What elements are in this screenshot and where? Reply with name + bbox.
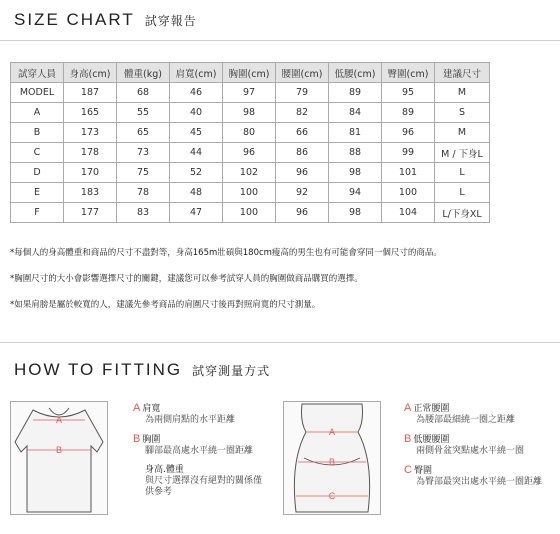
table-cell: 81	[329, 123, 382, 143]
col-header: 肩寬(cm)	[170, 63, 223, 83]
table-row	[11, 203, 490, 223]
table-cell: 95	[382, 83, 435, 103]
diagram-label-a: A	[328, 427, 336, 437]
table-cell: 73	[117, 143, 170, 163]
col-header: 腰圍(cm)	[276, 63, 329, 83]
legend-item: B 低腰腰圍 兩側骨盆突點處水平繞一圈	[404, 433, 525, 456]
table-cell: D	[11, 163, 64, 183]
table-cell: 89	[382, 103, 435, 123]
table-cell: 104	[382, 203, 435, 223]
diagram-label-b: B	[328, 457, 336, 467]
table-cell: 100	[223, 203, 276, 223]
col-header: 身高(cm)	[64, 63, 117, 83]
table-cell: 102	[223, 163, 276, 183]
table-cell: 96	[276, 203, 329, 223]
table-cell: 101	[382, 163, 435, 183]
table-cell: 98	[223, 103, 276, 123]
note: *每個人的身高體重和商品的尺寸不盡對等，身高165m壯碩與180cm瘦高的男生也有可能會穿同一個尺寸的商品。	[10, 248, 442, 258]
table-cell: 83	[117, 203, 170, 223]
legend-item: A 正常腰圍 為腰部最細繞一圈之距離	[404, 402, 516, 425]
table-cell: E	[11, 183, 64, 203]
table-cell: 66	[276, 123, 329, 143]
size-chart-title-zh: 試穿報告	[144, 14, 197, 28]
table-cell: 99	[382, 143, 435, 163]
table-cell: 40	[170, 103, 223, 123]
legend-item: B 胸圍 腳部最高處水平繞一圈距離	[133, 433, 254, 456]
table-row	[11, 163, 490, 183]
table-cell: 45	[170, 123, 223, 143]
table-cell: 165	[64, 103, 117, 123]
note: *如果肩膀是屬於較寬的人，建議先參考商品的肩圍尺寸後再對照肩寬的尺寸測量。	[10, 300, 321, 310]
table-cell: L	[435, 163, 490, 183]
upper-body-diagram	[10, 401, 108, 515]
lower-body-diagram	[283, 401, 381, 515]
col-header: 胸圍(cm)	[223, 63, 276, 83]
lower-legend	[404, 403, 556, 496]
divider	[0, 342, 560, 343]
table-cell: 46	[170, 83, 223, 103]
table-cell: 65	[117, 123, 170, 143]
table-row	[11, 143, 490, 163]
legend-item: C 臀圍 為臀部最突出處水平繞一圈距離	[404, 464, 543, 487]
table-cell: 94	[329, 183, 382, 203]
table-cell: C	[11, 143, 64, 163]
size-chart-title-en: SIZE CHART	[14, 10, 135, 29]
size-chart-title	[14, 10, 197, 30]
table-cell: MODEL	[11, 83, 64, 103]
note: *胸圍尺寸的大小會影響選擇尺寸的關鍵，建議您可以參考試穿人員的胸圍做商品購買的選擇。	[10, 274, 363, 284]
table-cell: 82	[276, 103, 329, 123]
size-table	[10, 62, 490, 223]
table-cell: 170	[64, 163, 117, 183]
table-cell: L	[435, 183, 490, 203]
col-header: 低腰(cm)	[329, 63, 382, 83]
table-cell: 44	[170, 143, 223, 163]
table-header-row	[11, 63, 490, 83]
table-cell: 100	[382, 183, 435, 203]
table-row	[11, 123, 490, 143]
table-cell: 78	[117, 183, 170, 203]
col-header: 試穿人員	[11, 63, 64, 83]
table-cell: 89	[329, 83, 382, 103]
table-cell: M	[435, 123, 490, 143]
col-header: 體重(kg)	[117, 63, 170, 83]
table-cell: 178	[64, 143, 117, 163]
table-cell: 88	[329, 143, 382, 163]
table-cell: 183	[64, 183, 117, 203]
divider	[0, 40, 560, 41]
table-cell: 55	[117, 103, 170, 123]
col-header: 臀圍(cm)	[382, 63, 435, 83]
table-cell: 84	[329, 103, 382, 123]
table-cell: 173	[64, 123, 117, 143]
table-cell: 100	[223, 183, 276, 203]
table-cell: 86	[276, 143, 329, 163]
notes	[10, 246, 555, 324]
table-cell: B	[11, 123, 64, 143]
table-row	[11, 83, 490, 103]
table-cell: 68	[117, 83, 170, 103]
table-cell: 177	[64, 203, 117, 223]
fitting-title-zh: 試穿測量方式	[192, 364, 271, 378]
upper-legend	[133, 403, 273, 506]
diagram-label-b: B	[55, 445, 63, 455]
torso-outline	[15, 410, 103, 512]
table-cell: M / 下身L	[435, 143, 490, 163]
table-cell: S	[435, 103, 490, 123]
table-cell: 79	[276, 83, 329, 103]
fitting-title	[14, 360, 270, 380]
table-row	[11, 103, 490, 123]
table-cell: 92	[276, 183, 329, 203]
table-cell: 96	[223, 143, 276, 163]
table-cell: 75	[117, 163, 170, 183]
table-cell: L/下身XL	[435, 203, 490, 223]
fitting-title-en: HOW TO FITTING	[14, 360, 183, 379]
table-cell: 97	[223, 83, 276, 103]
legend-item: 身高.體重 與尺寸選擇沒有絕對的關係僅供參考	[145, 465, 263, 497]
table-cell: A	[11, 103, 64, 123]
col-header: 建議尺寸	[435, 63, 490, 83]
table-cell: F	[11, 203, 64, 223]
table-cell: 48	[170, 183, 223, 203]
diagram-label-c: C	[328, 491, 336, 501]
table-cell: 96	[382, 123, 435, 143]
table-cell: 96	[276, 163, 329, 183]
table-cell: 187	[64, 83, 117, 103]
table-row	[11, 183, 490, 203]
table-cell: 80	[223, 123, 276, 143]
table-cell: M	[435, 83, 490, 103]
legend-item: A 肩寬 為兩側肩點的水平距離	[133, 402, 236, 425]
table-cell: 52	[170, 163, 223, 183]
diagram-label-a: A	[55, 415, 63, 425]
table-cell: 47	[170, 203, 223, 223]
table-cell: 98	[329, 163, 382, 183]
table-cell: 98	[329, 203, 382, 223]
